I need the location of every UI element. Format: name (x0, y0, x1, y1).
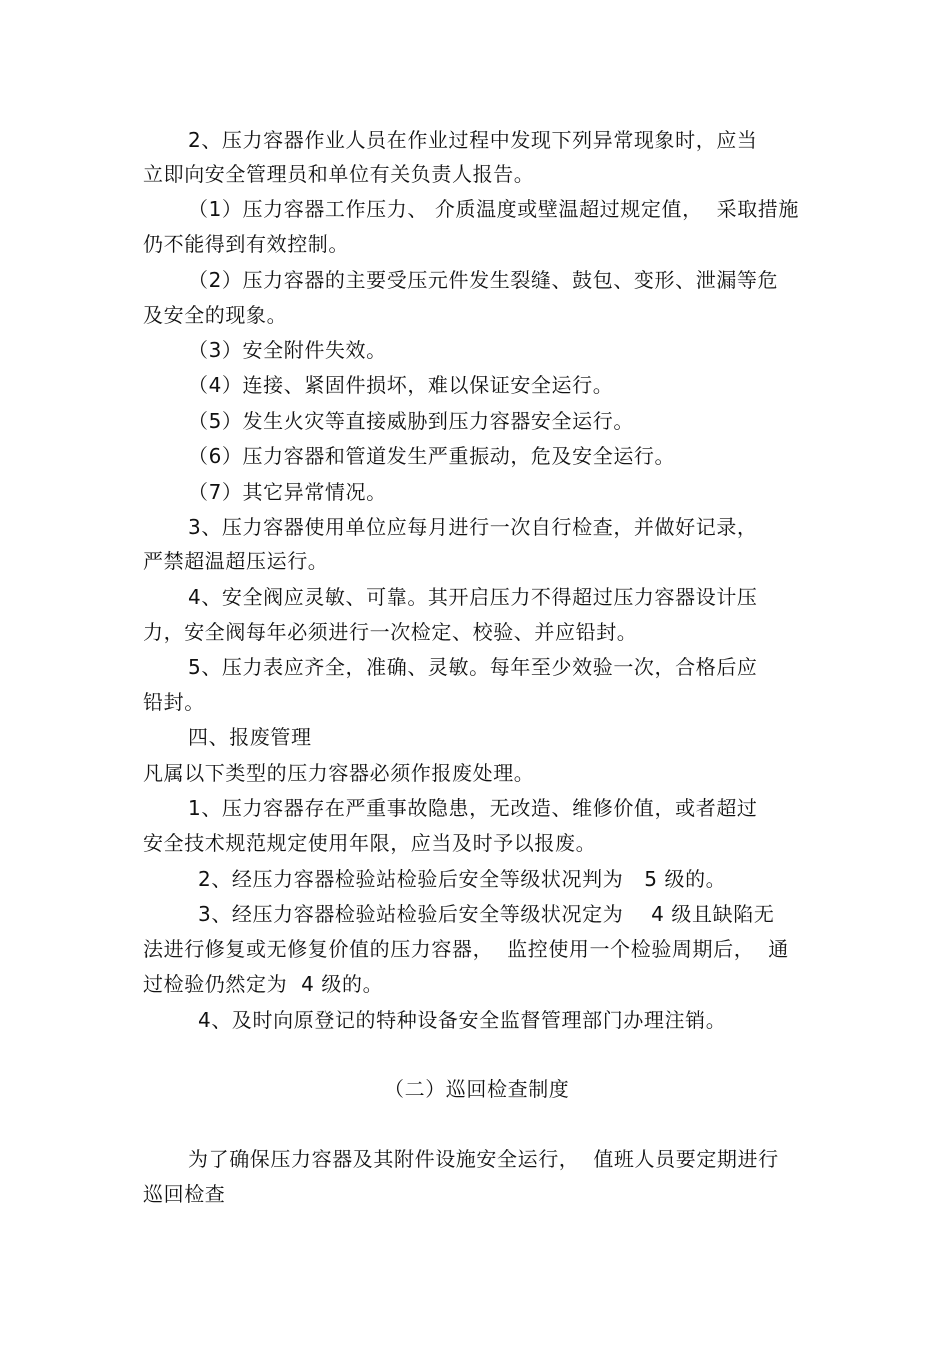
text-line: （7）其它异常情况。 (188, 480, 387, 504)
text-line: 5、压力表应齐全，准确、灵敏。每年至少效验一次，合格后应 (188, 655, 758, 679)
text-line: 法进行修复或无修复价值的压力容器， 监控使用一个检验周期后， 通 (143, 937, 789, 961)
text-line: 2、经压力容器检验站检验后安全等级状况判为 5 级的。 (198, 867, 727, 891)
text-line: 仍不能得到有效控制。 (143, 232, 349, 256)
text-line: 安全技术规范规定使用年限，应当及时予以报废。 (143, 831, 597, 855)
text-line: 及安全的现象。 (143, 303, 288, 327)
text-line: 立即向安全管理员和单位有关负责人报告。 (143, 162, 535, 186)
text-line: 铅封。 (143, 690, 205, 714)
text-line: 4、及时向原登记的特种设备安全监督管理部门办理注销。 (198, 1008, 727, 1032)
text-line: 巡回检查 (143, 1182, 226, 1206)
section-heading: 四、报废管理 (188, 725, 312, 749)
text-line: （4）连接、紧固件损坏，难以保证安全运行。 (188, 373, 614, 397)
text-line: 严禁超温超压运行。 (143, 549, 329, 573)
text-line: 过检验仍然定为 4 级的。 (143, 972, 384, 996)
text-line: 1、压力容器存在严重事故隐患，无改造、维修价值，或者超过 (188, 796, 758, 820)
text-line: 力，安全阀每年必须进行一次检定、校验、并应铅封。 (143, 620, 638, 644)
text-line: （2）压力容器的主要受压元件发生裂缝、鼓包、变形、泄漏等危 (188, 268, 779, 292)
text-line: （5）发生火灾等直接威胁到压力容器安全运行。 (188, 409, 634, 433)
text-line: 2、压力容器作业人员在作业过程中发现下列异常现象时，应当 (188, 128, 758, 152)
text-line: 3、经压力容器检验站检验后安全等级状况定为 4 级且缺陷无 (198, 902, 775, 926)
text-line: 4、安全阀应灵敏、可靠。其开启压力不得超过压力容器设计压 (188, 585, 758, 609)
text-line: （3）安全附件失效。 (188, 338, 387, 362)
text-line: 为了确保压力容器及其附件设施安全运行， 值班人员要定期进行 (188, 1147, 779, 1171)
section-title: （二）巡回检查制度 (384, 1077, 570, 1101)
text-line: 3、压力容器使用单位应每月进行一次自行检查，并做好记录， (188, 515, 758, 539)
text-line: （6）压力容器和管道发生严重振动，危及安全运行。 (188, 444, 676, 468)
text-line: 凡属以下类型的压力容器必须作报废处理。 (143, 761, 535, 785)
text-line: （1）压力容器工作压力、 介质温度或壁温超过规定值， 采取措施 (188, 197, 799, 221)
